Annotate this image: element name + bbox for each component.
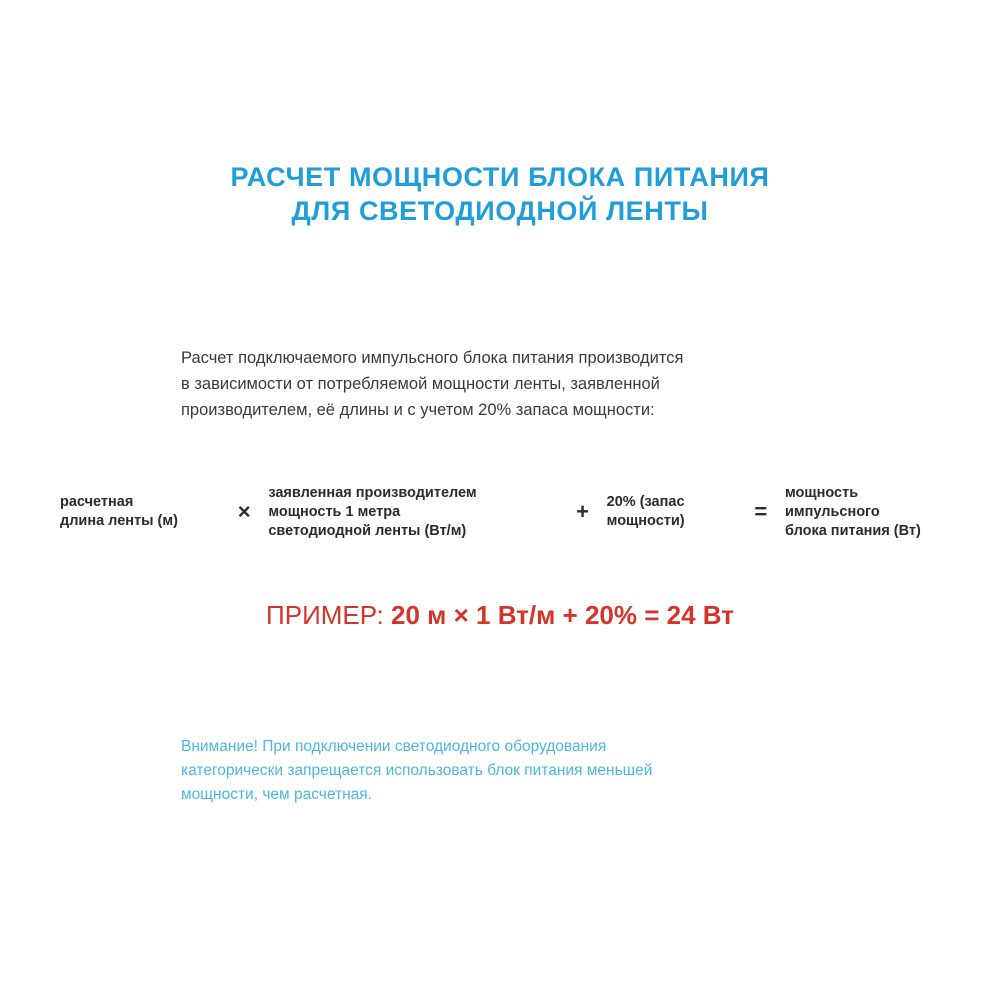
formula-row — [60, 472, 950, 552]
equals-operator-icon: = — [754, 499, 768, 524]
formula-term-tape-length-line-2: длина ленты (м) — [60, 513, 178, 529]
plus-operator-icon: + — [576, 499, 589, 524]
formula-term-reserve-line-2: мощности) — [606, 513, 685, 529]
intro-line-2: в зависимости от потребляемой мощности ленты, заявленной — [181, 375, 660, 393]
intro-paragraph — [181, 345, 841, 423]
example-line — [0, 600, 1000, 631]
intro-line-1: Расчет подключаемого импульсного блока питания производится — [181, 349, 684, 367]
intro-line-3: производителем, её длины и с учетом 20% запаса мощности: — [181, 401, 655, 419]
page-title-line-1: РАСЧЕТ МОЩНОСТИ БЛОКА ПИТАНИЯ — [230, 162, 770, 192]
formula-term-psu-power — [785, 484, 950, 541]
example-expression: 20 м × 1 Вт/м + 20% = 24 Вт — [391, 600, 734, 630]
formula-term-tape-length-line-1: расчетная — [60, 494, 134, 510]
warning-line-2: категорически запрещается использовать блок питания меньшей — [181, 762, 653, 779]
formula-term-psu-power-line-3: блока питания (Вт) — [784, 522, 921, 539]
warning-note — [181, 735, 861, 807]
formula-term-power-per-meter-line-2: мощность 1 метра — [268, 503, 401, 520]
formula-term-psu-power-line-2: импульсного — [784, 503, 880, 520]
example-label: ПРИМЕР: — [266, 600, 384, 630]
multiply-operator-icon: × — [237, 499, 251, 524]
formula-term-power-per-meter-line-1: заявленная производителем — [268, 484, 477, 501]
page-title — [0, 160, 1000, 228]
formula-term-power-per-meter — [268, 484, 558, 541]
page-title-line-2: ДЛЯ СВЕТОДИОДНОЙ ЛЕНТЫ — [291, 196, 709, 226]
formula-term-power-per-meter-line-3: светодиодной ленты (Вт/м) — [268, 522, 467, 539]
formula-term-tape-length — [60, 493, 220, 531]
formula-term-reserve — [607, 493, 737, 531]
warning-line-1: Внимание! При подключении светодиодного оборудования — [181, 738, 607, 755]
formula-term-reserve-line-1: 20% (запас — [606, 494, 685, 510]
formula-term-psu-power-line-1: мощность — [784, 484, 859, 501]
warning-line-3: мощности, чем расчетная. — [181, 786, 372, 803]
